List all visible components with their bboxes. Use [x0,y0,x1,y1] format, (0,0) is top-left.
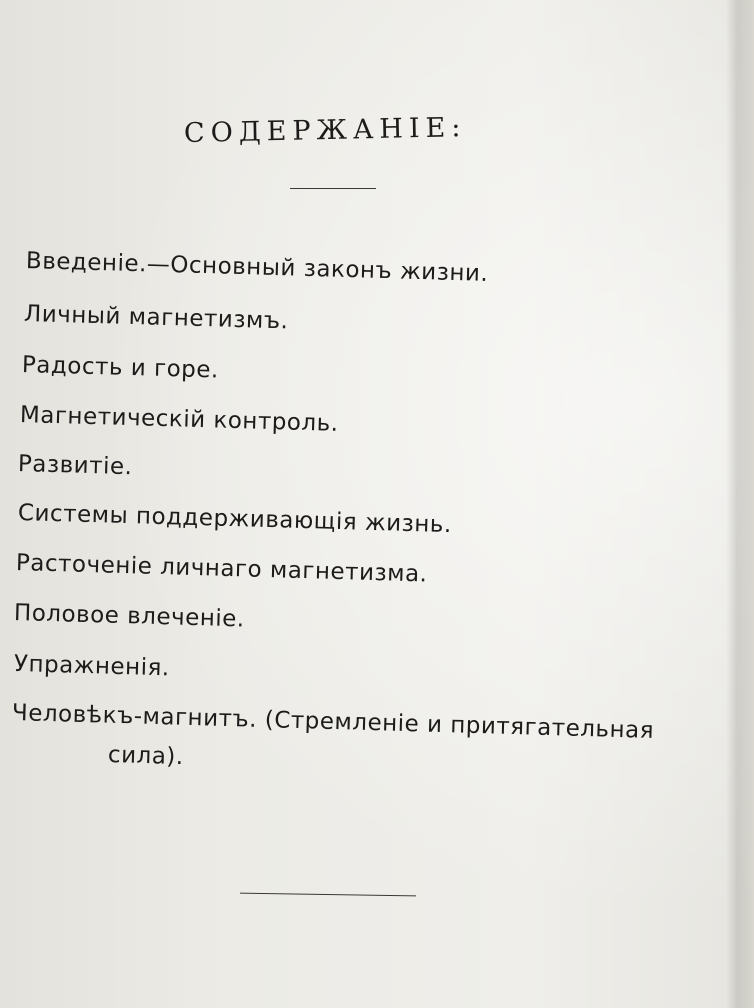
title-divider [290,188,376,189]
end-divider [240,893,416,897]
toc-entry: Человѣкъ-магнитъ. (Стремленіе и притягательная [11,700,655,744]
toc-entry: Развитіе. [17,451,133,481]
toc-entry: Введеніе.—Основный законъ жизни. [25,248,489,287]
toc-entry: Системы поддерживающія жизнь. [17,500,453,539]
toc-entry: Половое влеченіе. [13,600,246,633]
toc-entry: Магнетическій контроль. [19,402,339,437]
toc-entry: Расточеніе личнаго магнетизма. [15,550,428,588]
toc-entry: Радость и горе. [21,352,220,384]
page-title: СОДЕРЖАНІЕ: [183,112,467,149]
toc-entry: Личный магнетизмъ. [23,301,289,335]
page-edge-shadow [726,0,754,1008]
toc-entry: Упражненія. [13,651,171,682]
toc-entry-continuation: сила). [107,742,185,771]
